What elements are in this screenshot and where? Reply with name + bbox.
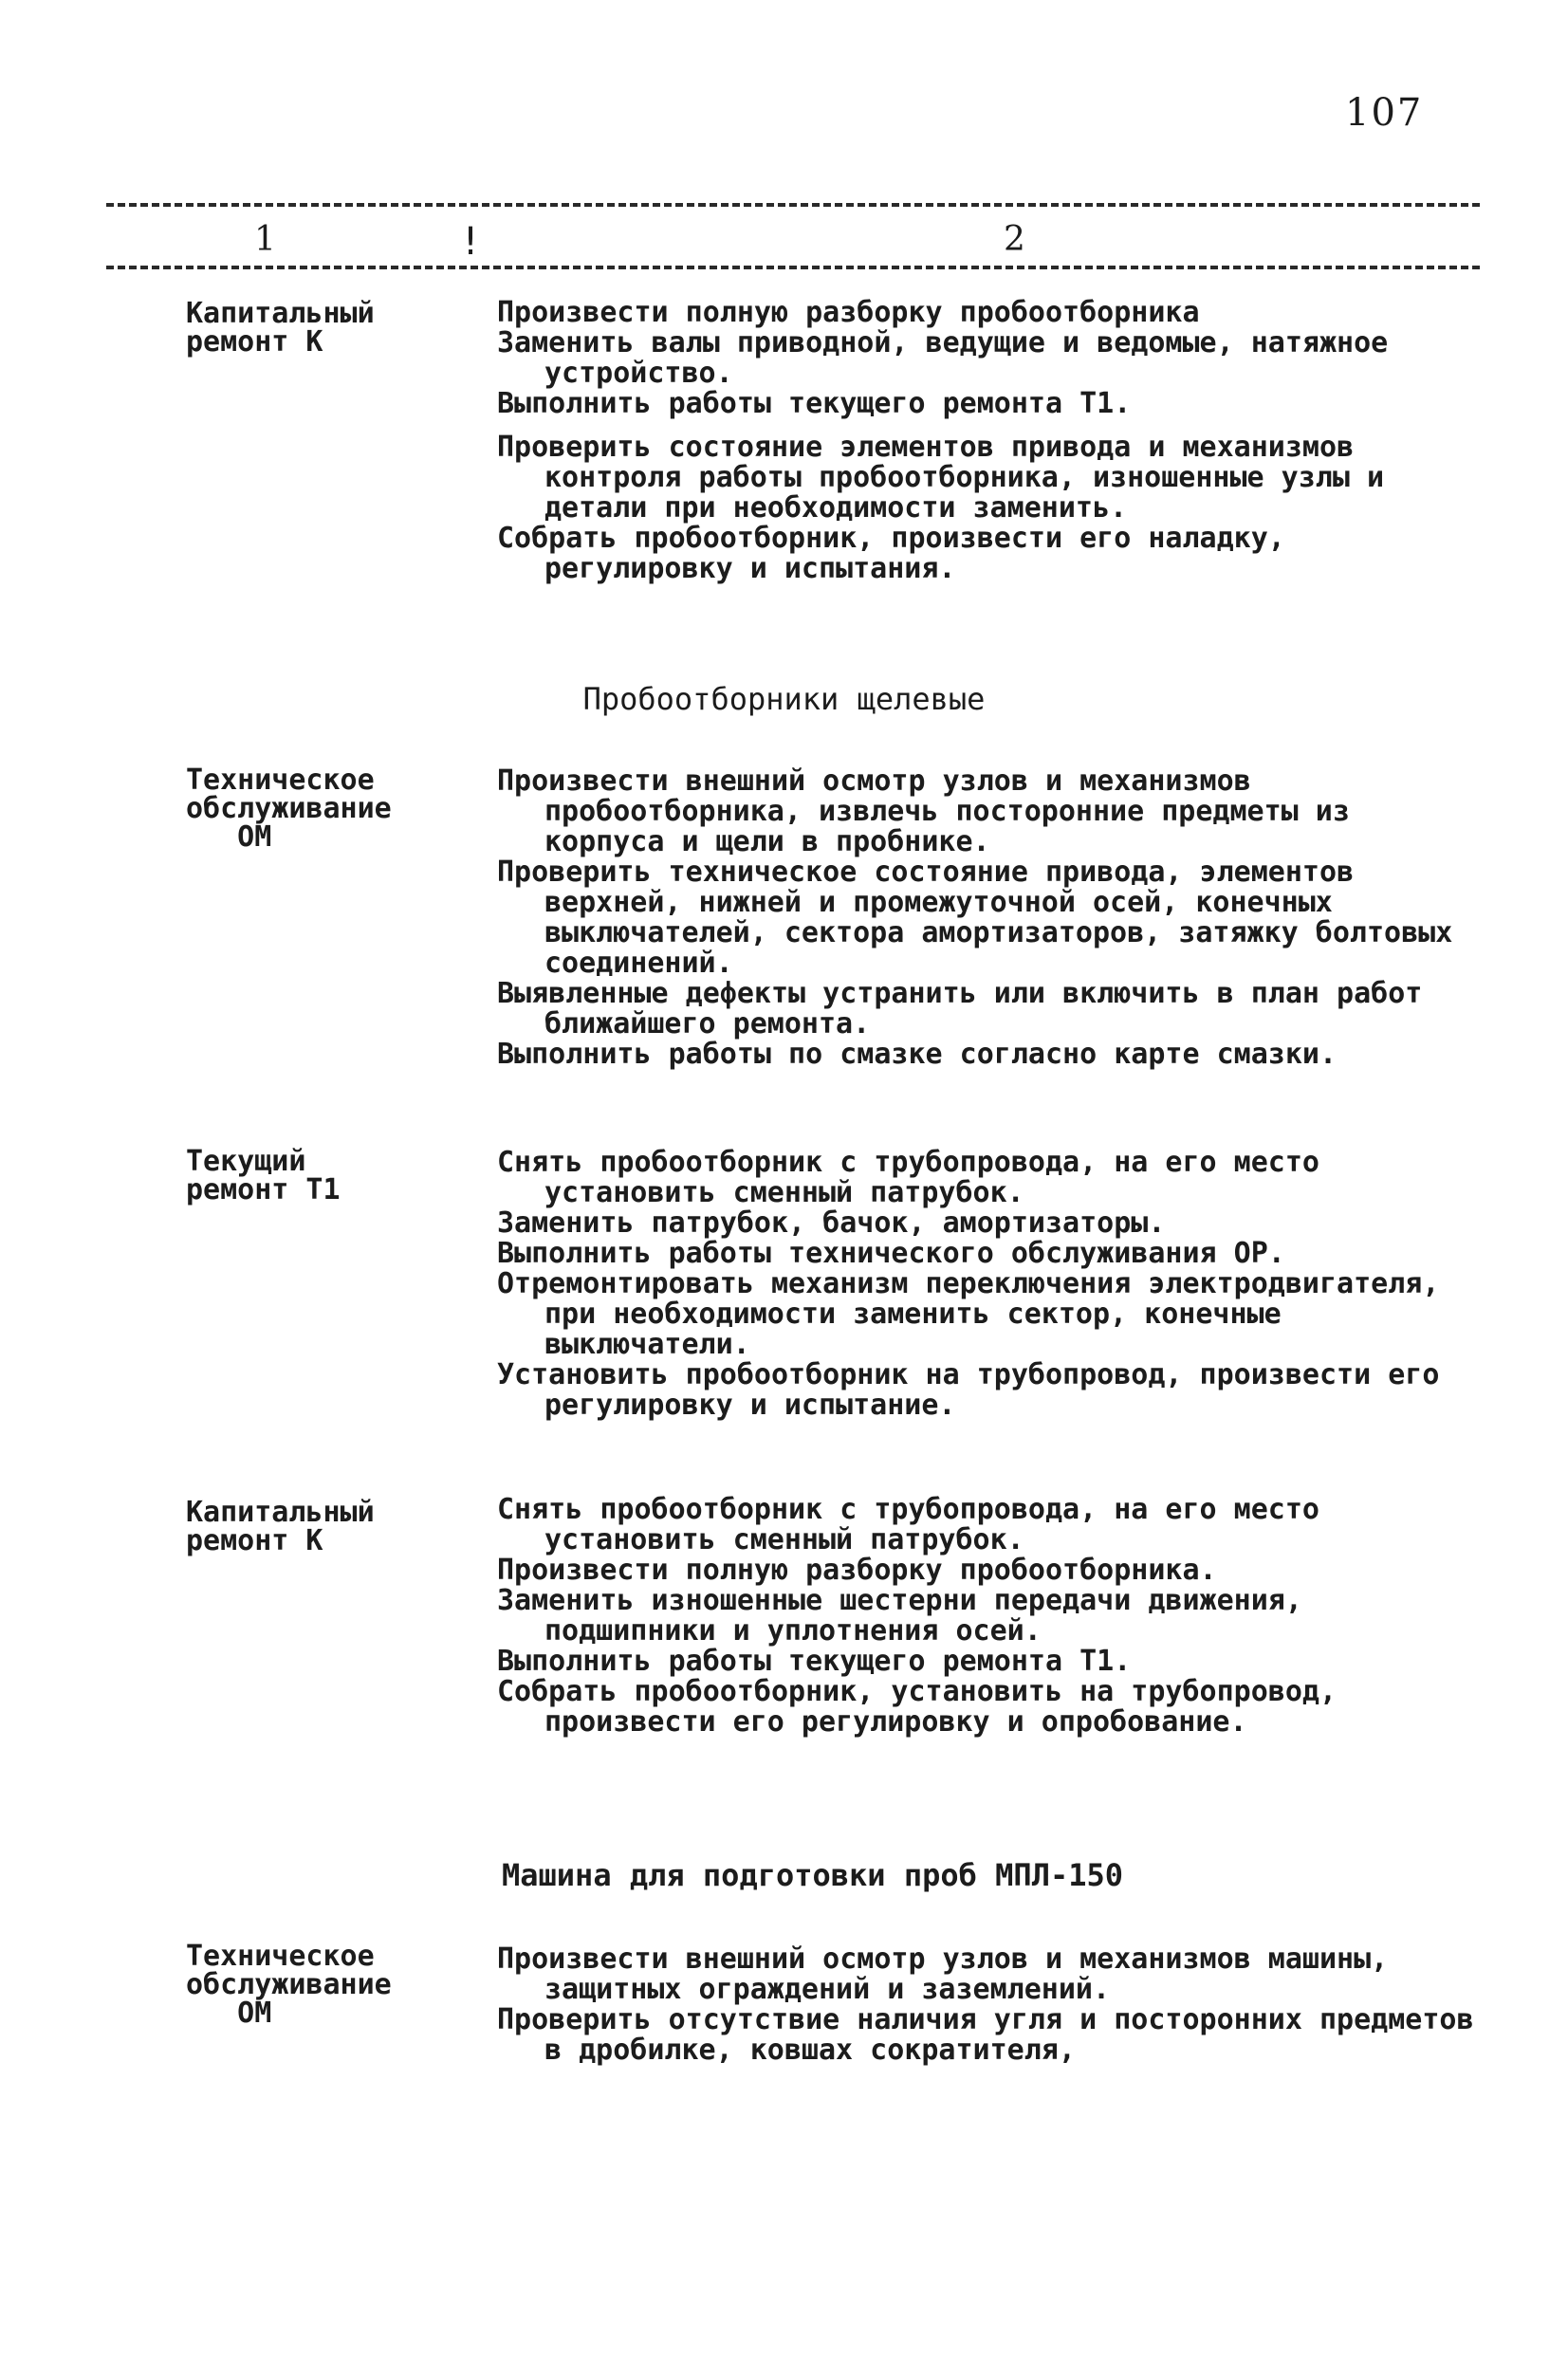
section-label: [186, 1145, 470, 1206]
column-1-header: 1: [254, 220, 276, 259]
work-item: Заменить валы приводной, ведущие и ведомые, натяжное устройство.: [497, 326, 1389, 390]
work-item: Произвести полную разборку пробоотборника: [497, 296, 1200, 329]
work-item: Выполнить работы технического обслуживания ОР.: [497, 1237, 1285, 1270]
work-item: Заменить изношенные шестерни передачи движения, подшипники и уплотнения осей.: [497, 1584, 1302, 1648]
work-item: Выполнить работы текущего ремонта Т1.: [497, 1645, 1132, 1678]
work-item: Проверить отсутствие наличия угля и посторонних предметов в дробилке, ковшах сократителя,: [497, 2003, 1474, 2067]
section-content: [497, 1944, 1474, 2066]
label-line: Техническое: [186, 1940, 375, 1973]
section-content: [497, 1495, 1474, 1738]
section-label: [186, 297, 470, 359]
column-2-header: 2: [1004, 220, 1025, 259]
label-line: ремонт К: [186, 1524, 323, 1557]
header-rule-bottom: [106, 266, 1480, 269]
label-line: ремонт К: [186, 325, 323, 359]
work-item: Выявленные дефекты устранить или включить в план работ ближайшего ремонта.: [497, 977, 1423, 1040]
work-item: Собрать пробоотборник, произвести его наладку, регулировку и испытания.: [497, 522, 1285, 585]
section-label: [186, 1942, 470, 2028]
work-item: Установить пробоотборник на трубопровод, произвести его регулировку и испытание.: [497, 1358, 1440, 1422]
label-line: ОМ: [186, 820, 272, 854]
section-label: [186, 1496, 470, 1557]
work-item: Произвести полную разборку пробоотборника.: [497, 1554, 1217, 1587]
page-number: 107: [1345, 91, 1424, 135]
work-item: Проверить техническое состояние привода, элементов верхней, нижней и промежуточной осей, конечных выключателей, сектора амортизаторов, затяжку болтовых соединений.: [497, 856, 1453, 980]
work-item: Заменить патрубок, бачок, амортизаторы.: [497, 1206, 1166, 1240]
section-content: [497, 766, 1474, 1070]
column-divider: !: [463, 220, 479, 264]
label-line: Капитальный: [186, 297, 375, 330]
section-content: [497, 1148, 1474, 1421]
label-line: Техническое: [186, 764, 375, 797]
subsection-title: Машина для подготовки проб МПЛ-150: [501, 1857, 1124, 1893]
work-item: Снять пробоотборник с трубопровода, на его место установить сменный патрубок.: [497, 1146, 1319, 1209]
work-item: Собрать пробоотборник, установить на трубопровод, произвести его регулировку и опробование.: [497, 1675, 1337, 1739]
work-item: Произвести внешний осмотр узлов и механизмов машины, защитных ограждений и заземлений.: [497, 1942, 1389, 2006]
work-item: Выполнить работы по смазке согласно карте смазки.: [497, 1038, 1337, 1071]
work-item: Выполнить работы текущего ремонта Т1.: [497, 387, 1132, 420]
section-label: [186, 766, 470, 852]
work-item: Проверить состояние элементов привода и механизмов контроля работы пробоотборника, изношенные узлы и детали при необходимости заменить.: [497, 431, 1385, 525]
label-line: ремонт Т1: [186, 1173, 341, 1206]
label-line: Капитальный: [186, 1496, 375, 1529]
work-item: Произвести внешний осмотр узлов и механизмов пробоотборника, извлечь посторонние предметы из корпуса и щели в пробнике.: [497, 764, 1350, 858]
section-content: [497, 298, 1474, 584]
label-line: обслуживание: [186, 792, 392, 825]
subsection-title: Пробоотборники щелевые: [582, 681, 986, 717]
work-item: Отремонтировать механизм переключения электродвигателя, при необходимости заменить сектор, конечные выключатели.: [497, 1267, 1440, 1361]
label-line: обслуживание: [186, 1968, 392, 2001]
work-item: Снять пробоотборник с трубопровода, на его место установить сменный патрубок.: [497, 1493, 1319, 1556]
label-line: ОМ: [186, 1997, 272, 2030]
label-line: Текущий: [186, 1145, 306, 1178]
header-rule-top: [106, 203, 1480, 207]
